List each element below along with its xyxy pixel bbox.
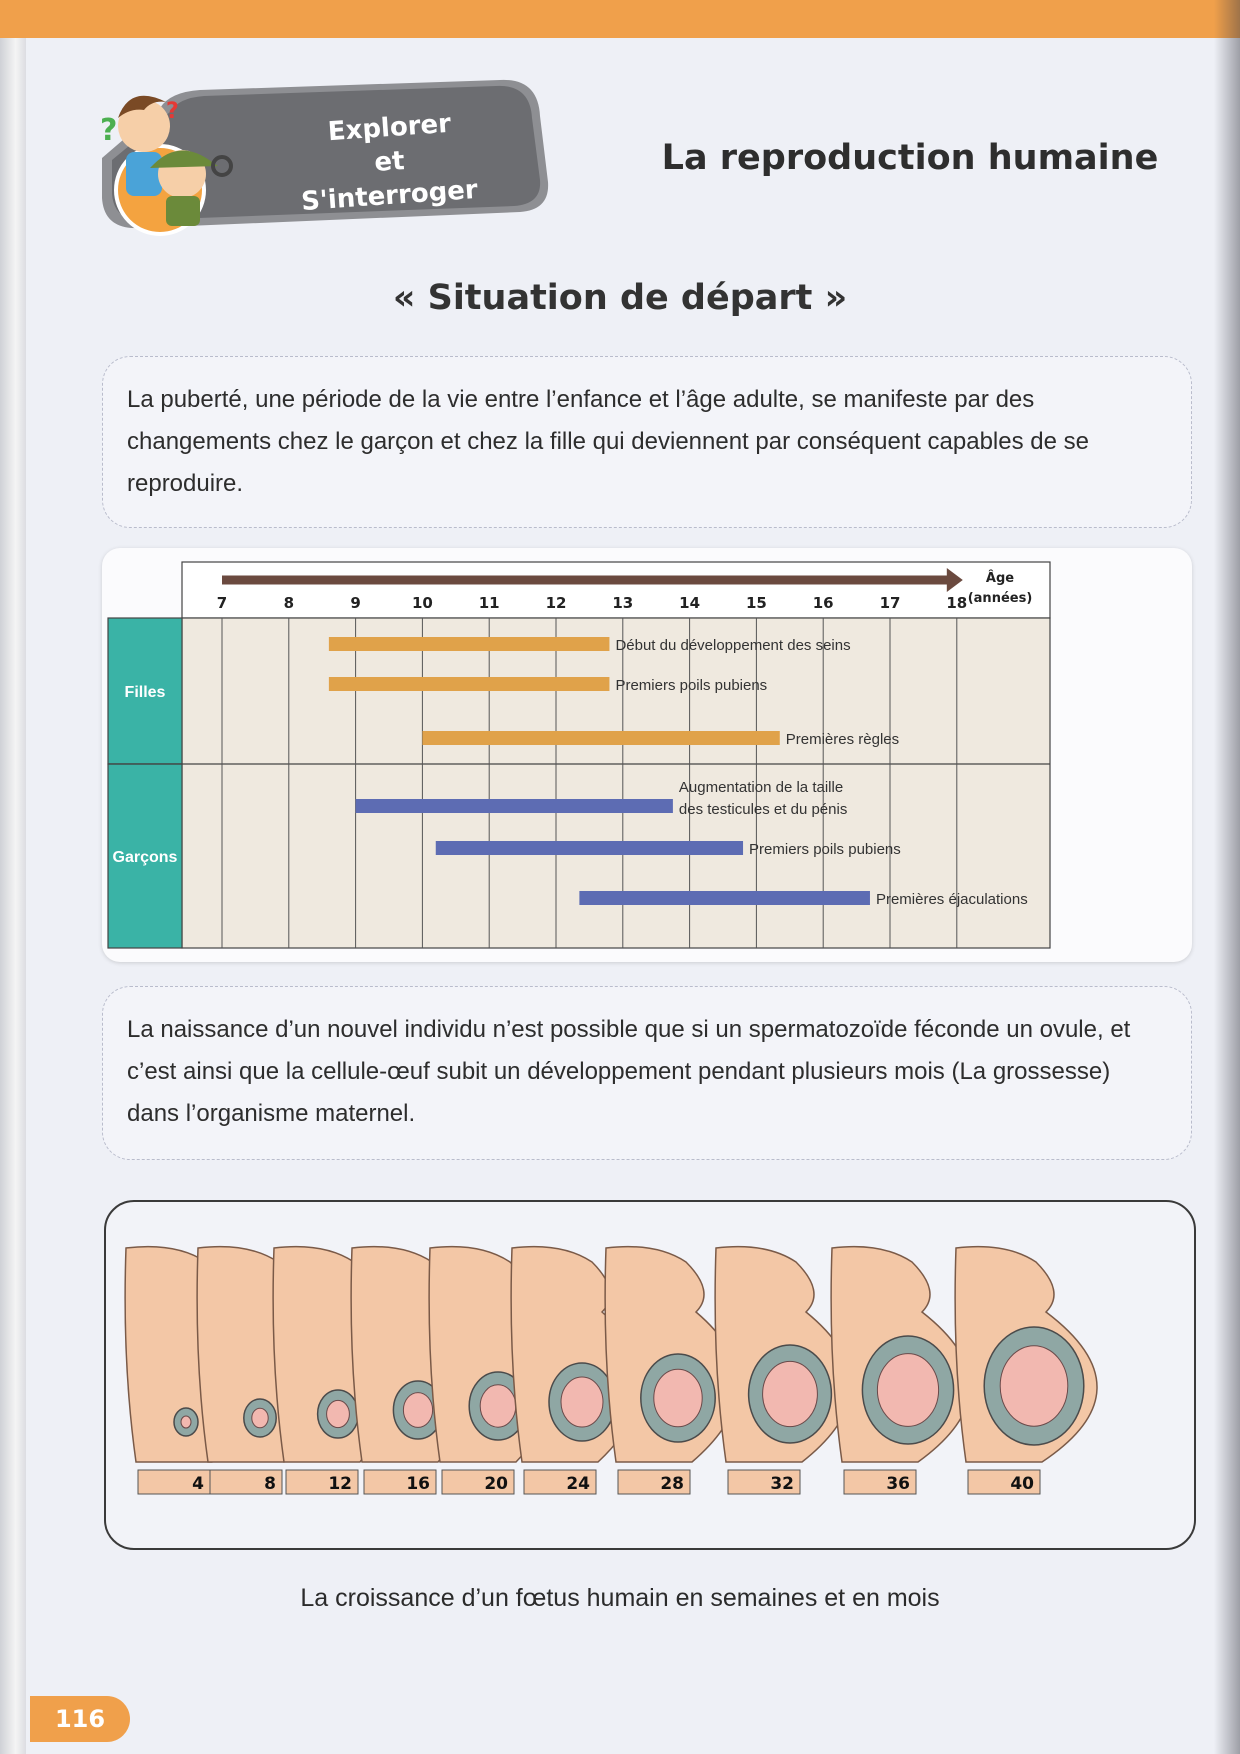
badge-line-3: S'interroger bbox=[300, 174, 479, 218]
svg-text:?: ? bbox=[100, 113, 118, 148]
fetus bbox=[561, 1377, 603, 1427]
age-tick-label: 10 bbox=[411, 594, 433, 612]
week-label: 12 bbox=[328, 1474, 352, 1494]
age-tick-label: 9 bbox=[350, 594, 361, 612]
fertilization-text-box bbox=[102, 986, 1192, 1160]
fertilization-text: La naissance d’un nouvel individu n’est possible que si un spermatozoïde féconde un ovule, et c’est ainsi que la cellule-œuf subit un développement pendant plusieurs mois (La grossesse) dans l’organisme maternel. bbox=[127, 1016, 1131, 1127]
age-tick-label: 7 bbox=[216, 594, 228, 612]
fetus-caption: La croissance d’un fœtus humain en semaines et en mois bbox=[300, 1584, 940, 1612]
page-number: 116 bbox=[30, 1696, 130, 1742]
age-tick-label: 14 bbox=[679, 594, 701, 612]
situation-heading: « Situation de départ » bbox=[392, 278, 848, 318]
fetus-stage bbox=[831, 1247, 970, 1494]
top-orange-band bbox=[0, 0, 1240, 38]
fetus-growth-illustration bbox=[104, 1200, 1196, 1550]
age-axis-label: (années) bbox=[967, 591, 1033, 606]
timeline-bar bbox=[579, 891, 870, 905]
fetus bbox=[654, 1369, 702, 1427]
timeline-bar bbox=[422, 731, 779, 745]
week-label: 16 bbox=[406, 1474, 430, 1494]
intro-text-box bbox=[102, 356, 1192, 528]
timeline-bar bbox=[356, 799, 673, 813]
badge-line-2: et bbox=[373, 146, 406, 179]
week-label: 8 bbox=[264, 1474, 276, 1494]
svg-text:?: ? bbox=[166, 99, 179, 124]
fetus bbox=[763, 1361, 818, 1426]
bar-label: Premiers poils pubiens bbox=[615, 677, 768, 694]
fetus-stage bbox=[955, 1247, 1097, 1494]
bar-label: Premiers poils pubiens bbox=[749, 841, 901, 858]
age-tick-label: 15 bbox=[745, 594, 767, 612]
age-axis-label: Âge bbox=[985, 571, 1015, 586]
badge-line-1: Explorer bbox=[326, 108, 452, 148]
age-tick-label: 13 bbox=[612, 594, 634, 612]
puberty-chart bbox=[102, 548, 1192, 962]
age-tick-label: 16 bbox=[812, 594, 834, 612]
fetus bbox=[403, 1393, 432, 1428]
puberty-chart-svg bbox=[102, 548, 1192, 962]
age-tick-label: 12 bbox=[545, 594, 567, 612]
timeline-bar bbox=[329, 637, 610, 651]
bar-label: Premières éjaculations bbox=[875, 891, 1028, 908]
fetus bbox=[181, 1416, 191, 1428]
timeline-bar bbox=[436, 841, 743, 855]
timeline-bar bbox=[329, 677, 610, 691]
fetus bbox=[877, 1354, 938, 1427]
page-edge-shadow bbox=[1214, 0, 1240, 1754]
fetus bbox=[480, 1385, 516, 1427]
fetus bbox=[327, 1400, 350, 1427]
week-label: 20 bbox=[484, 1474, 508, 1494]
age-tick-label: 8 bbox=[283, 594, 295, 612]
book-spine bbox=[0, 0, 26, 1754]
week-label: 40 bbox=[1010, 1474, 1034, 1494]
bar-label: Augmentation de la taille bbox=[678, 779, 844, 796]
intro-text: La puberté, une période de la vie entre l’enfance et l’âge adulte, se manifeste par des changements chez le garçon et chez la fille qui deviennent par conséquent capables de se reproduire. bbox=[127, 386, 1089, 497]
fetus bbox=[1000, 1346, 1068, 1426]
week-label: 32 bbox=[770, 1474, 794, 1494]
bar-label: Début du développement des seins bbox=[615, 637, 851, 654]
week-label: 4 bbox=[192, 1474, 204, 1494]
age-tick-label: 18 bbox=[946, 594, 968, 612]
fetus-growth-svg bbox=[106, 1202, 1196, 1550]
page-title: La reproduction humaine bbox=[661, 138, 1159, 178]
age-tick-label: 17 bbox=[879, 594, 901, 612]
week-label: 36 bbox=[886, 1474, 910, 1494]
week-label: 24 bbox=[566, 1474, 590, 1494]
bar-label: des testicules et du pénis bbox=[678, 801, 848, 818]
group-label: Filles bbox=[124, 684, 166, 701]
week-label: 28 bbox=[660, 1474, 684, 1494]
group-label: Garçons bbox=[112, 849, 178, 866]
bar-label: Premières règles bbox=[785, 731, 900, 748]
fetus bbox=[252, 1408, 268, 1428]
explorer-badge bbox=[100, 78, 580, 236]
age-tick-label: 11 bbox=[478, 594, 500, 612]
